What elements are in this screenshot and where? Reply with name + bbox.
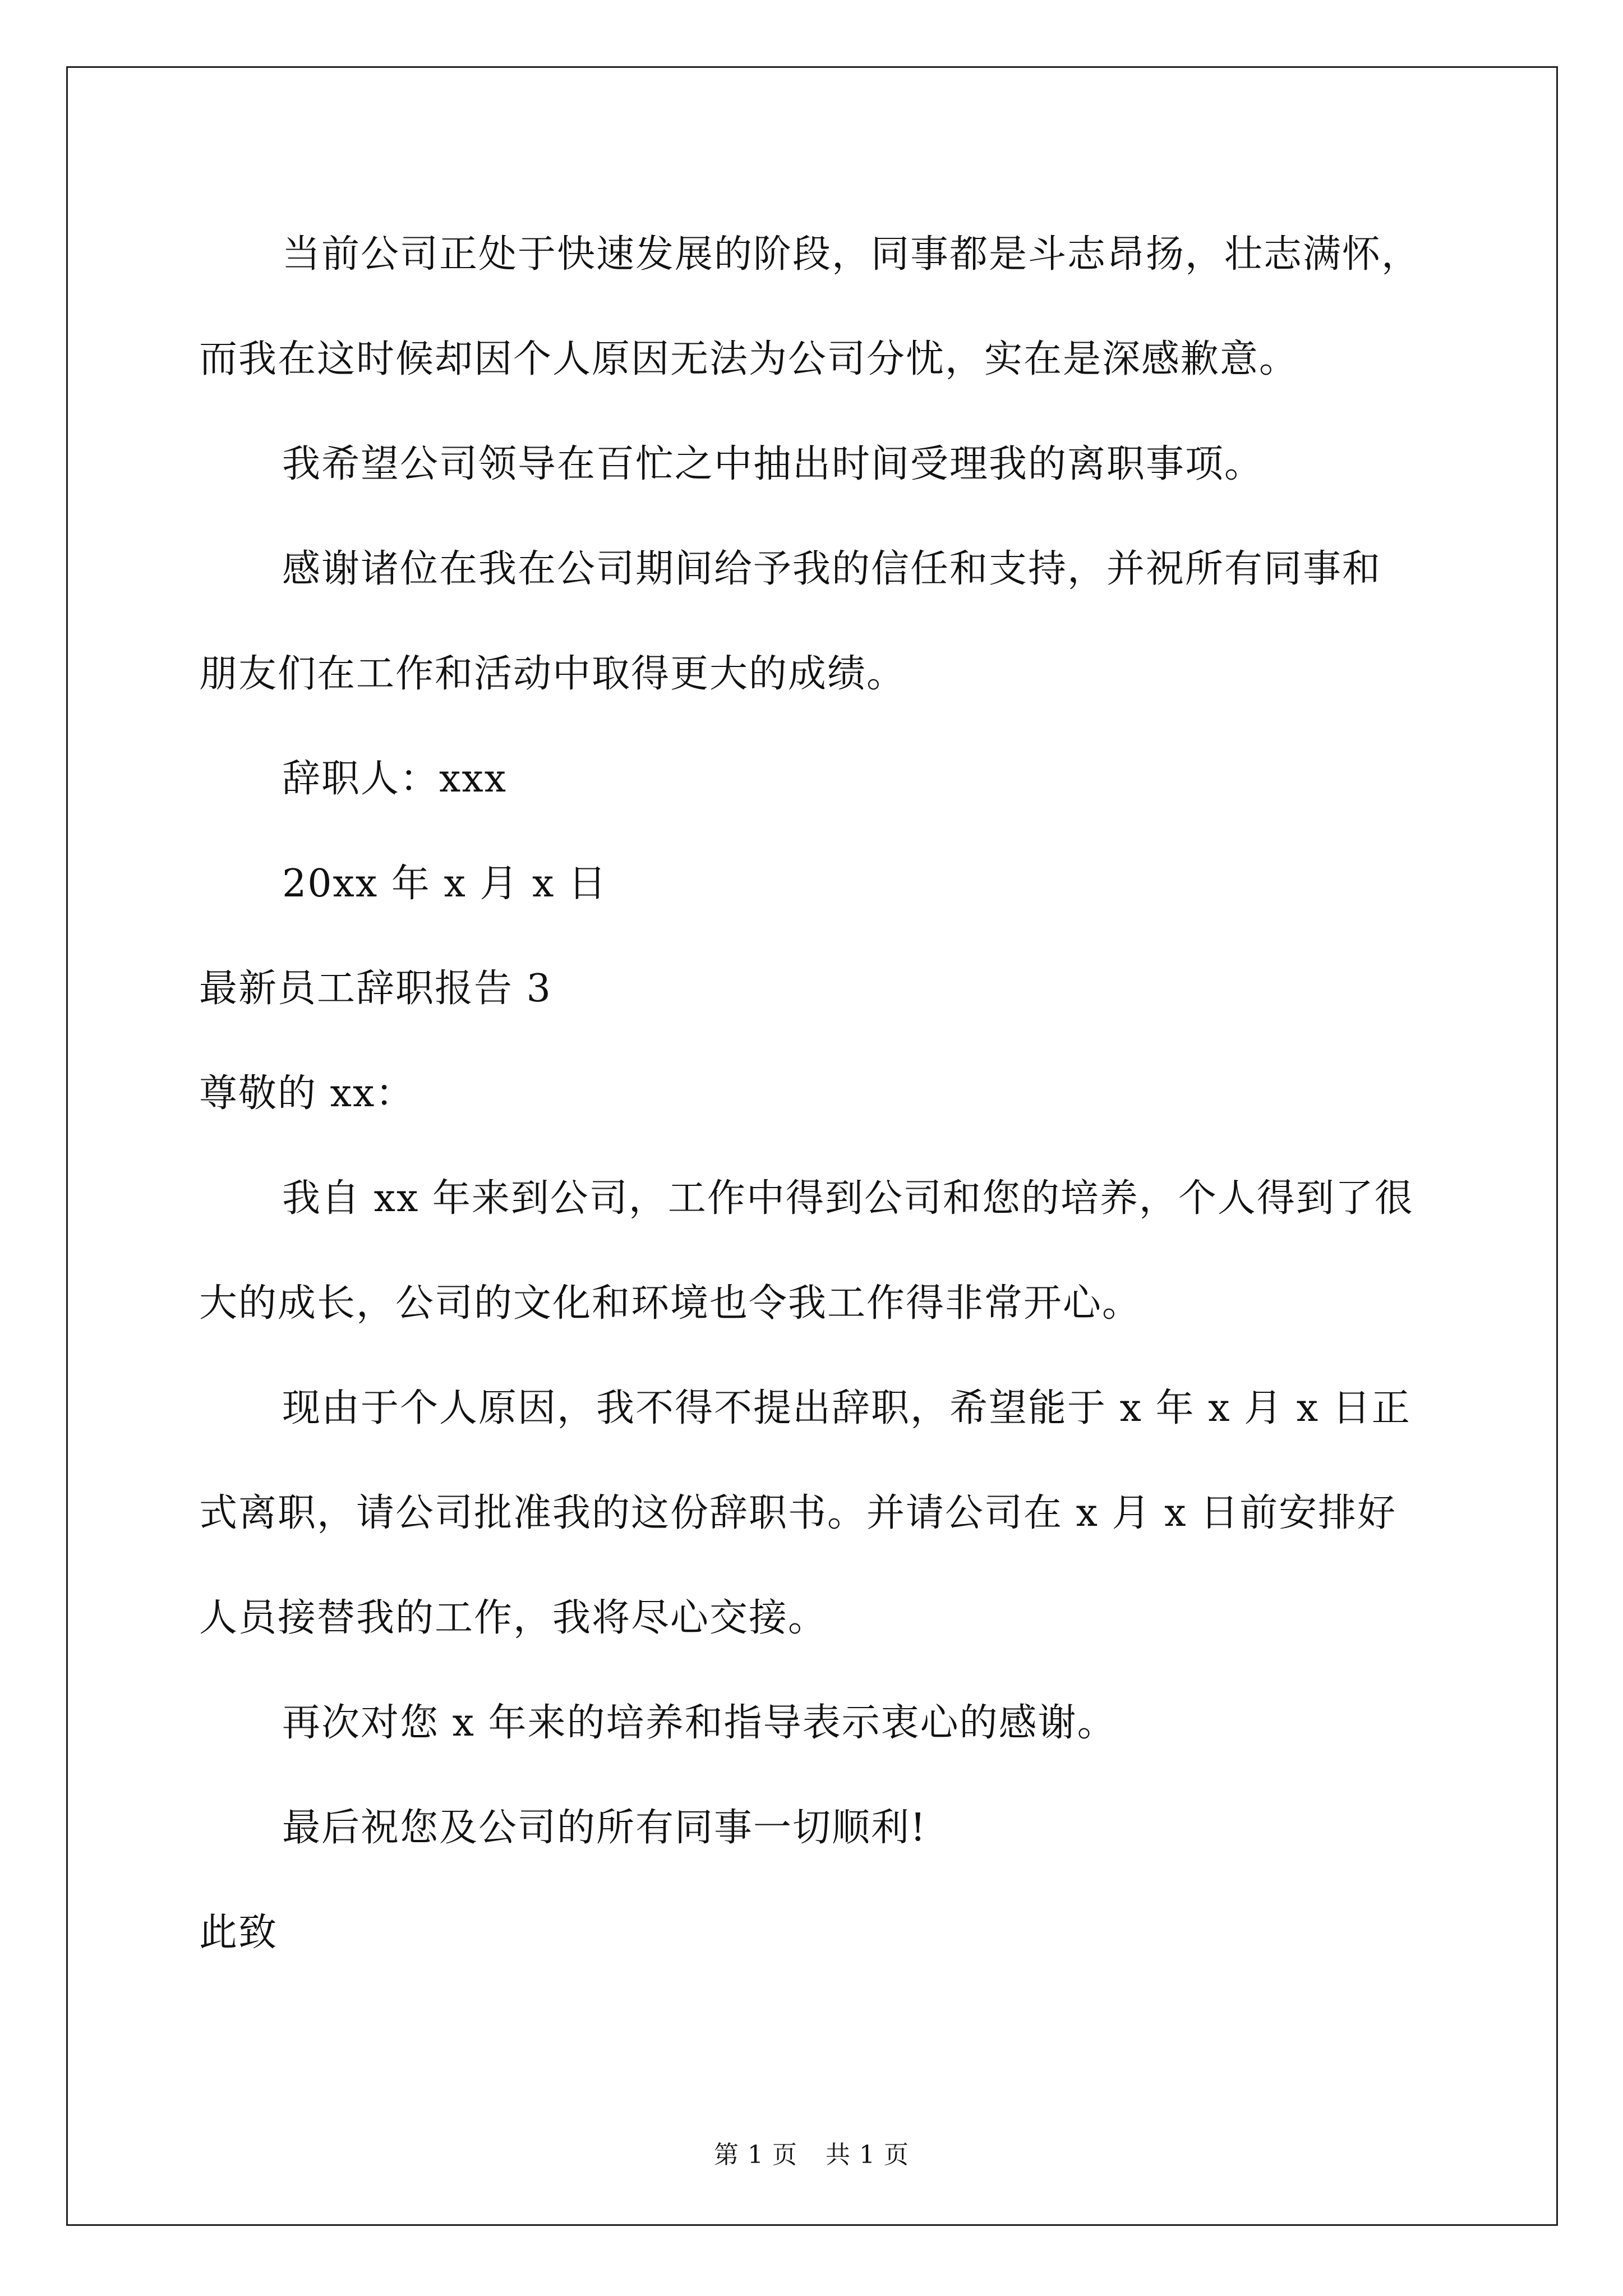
signature-line: 辞职人：xxx [282, 757, 508, 801]
date-line: 20xx 年 x 月 x 日 [282, 862, 608, 906]
paragraph-line: 感谢诸位在我在公司期间给予我的信任和支持，并祝所有同事和 [282, 547, 1382, 591]
page-number-current: 第 1 页 [714, 2141, 797, 2169]
page-number-total: 共 1 页 [826, 2141, 909, 2169]
document-body [199, 202, 1461, 1985]
paragraph-line: 现由于个人原因，我不得不提出辞职，希望能于 x 年 x 月 x 日正 [282, 1386, 1411, 1430]
paragraph-line: 朋友们在工作和活动中取得更大的成绩。 [199, 652, 906, 696]
paragraph-line: 人员接替我的工作，我将尽心交接。 [199, 1596, 828, 1640]
page-footer [0, 2138, 1623, 2172]
paragraph-line: 我自 xx 年来到公司，工作中得到公司和您的培养，个人得到了很 [282, 1176, 1414, 1221]
section-heading: 最新员工辞职报告 3 [199, 967, 552, 1011]
paragraph-line: 我希望公司领导在百忙之中抽出时间受理我的离职事项。 [282, 442, 1264, 486]
paragraph-line: 最后祝您及公司的所有同事一切顺利! [282, 1806, 927, 1850]
paragraph-line: 当前公司正处于快速发展的阶段，同事都是斗志昂扬，壮志满怀， [282, 232, 1421, 277]
paragraph-line: 再次对您 x 年来的培养和指导表示衷心的感谢。 [282, 1701, 1117, 1745]
paragraph-line: 而我在这时候却因个人原因无法为公司分忧，实在是深感歉意。 [199, 337, 1299, 381]
paragraph-line: 式离职，请公司批准我的这份辞职书。并请公司在 x 月 x 日前安排好 [199, 1491, 1397, 1535]
closing-line: 此致 [199, 1911, 278, 1955]
salutation: 尊敬的 xx： [199, 1071, 415, 1116]
paragraph-line: 大的成长，公司的文化和环境也令我工作得非常开心。 [199, 1281, 1142, 1326]
